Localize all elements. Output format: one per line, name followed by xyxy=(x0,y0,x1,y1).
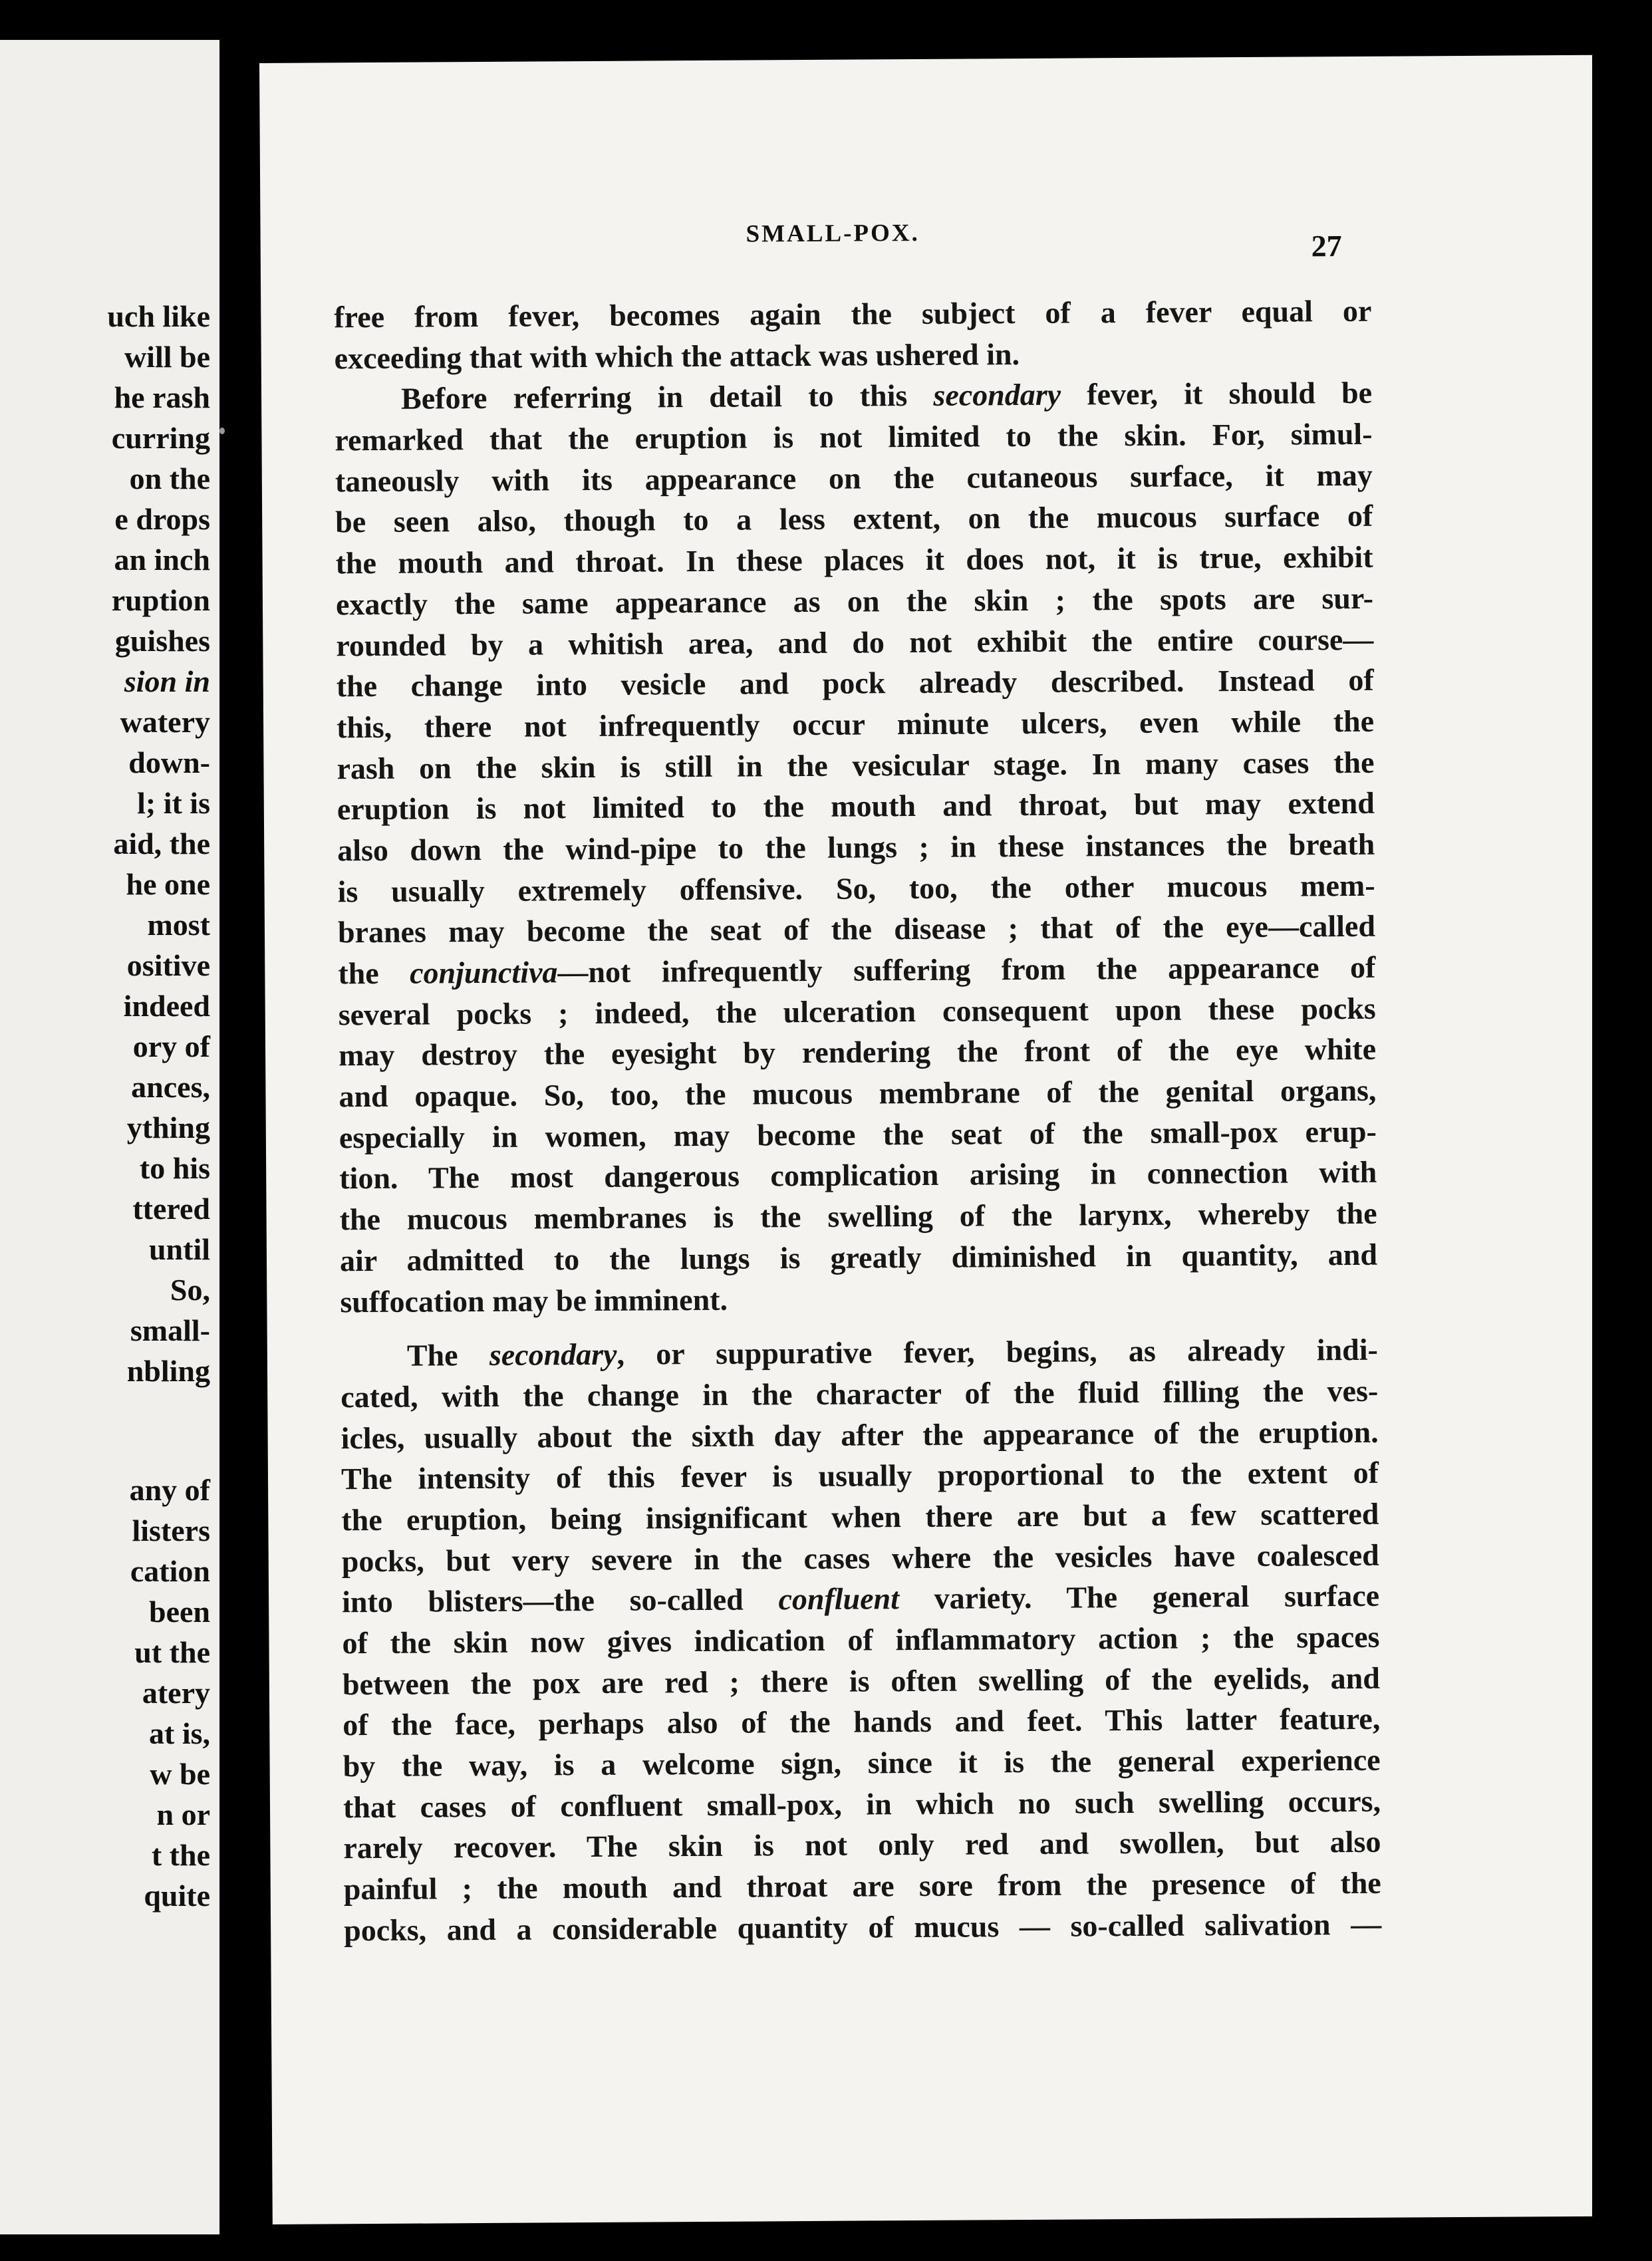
text-line-content: and opaque. So, too, the mucous membrane of the genital organs, xyxy=(339,1073,1377,1114)
text-line-content: pocks, and a considerable quantity of mucus — so-called salivation — xyxy=(343,1907,1382,1948)
running-head: SMALL-POX. xyxy=(746,219,920,248)
facing-page-line: n or xyxy=(156,1797,210,1831)
text-line-content: suffocation may be imminent. xyxy=(340,1282,728,1319)
facing-page-line: down- xyxy=(128,745,210,779)
facing-page-line: an inch xyxy=(114,543,210,577)
italic-term: secondary xyxy=(489,1337,617,1373)
text-line-content: the change into vesicle and pock already described. Instead of xyxy=(336,662,1374,704)
facing-page-line: uch like xyxy=(107,299,210,333)
facing-page-line: ttered xyxy=(132,1192,210,1226)
text-line-content: The intensity of this fever is usually proportional to the extent of xyxy=(341,1456,1379,1496)
text-line-content: several pocks ; indeed, the ulceration consequent upon these pocks xyxy=(338,991,1376,1031)
facing-page-line: will be xyxy=(124,340,210,374)
text-line-content: rash on the skin is still in the vesicular stage. In many cases the xyxy=(337,745,1375,785)
text-line-content: fever, it should be xyxy=(1060,376,1373,412)
italic-term: conjunctiva xyxy=(409,955,558,990)
text-line-content: The xyxy=(406,1338,490,1373)
text-line-content: between the pox are red ; there is often swelling of the eyelids, and xyxy=(342,1661,1381,1701)
text-line xyxy=(342,1534,1379,1581)
text-line-content: of the face, perhaps also of the hands and feet. This latter feature, xyxy=(343,1702,1381,1742)
facing-page-line: small- xyxy=(130,1313,210,1347)
text-line xyxy=(343,1821,1381,1869)
text-line xyxy=(343,1781,1381,1828)
text-line-content: also down the wind-pipe to the lungs ; in these instances the breath xyxy=(337,827,1375,868)
text-line-content: that cases of confluent small-pox, in which no such swelling occurs, xyxy=(343,1784,1381,1825)
paper-speck xyxy=(219,428,225,434)
facing-page-line: at is, xyxy=(149,1716,210,1750)
text-line-content: this, there not infrequently occur minute ulcers, even while the xyxy=(336,704,1375,745)
text-line xyxy=(337,701,1374,748)
text-line-content: exceeding that with which the attack was ushered in. xyxy=(334,336,1020,376)
text-line xyxy=(341,1452,1379,1500)
facing-page-line: quite xyxy=(144,1879,210,1913)
facing-page-line: ositive xyxy=(126,948,210,982)
text-line-content: icles, usually about the sixth day after the appearance of the eruption. xyxy=(341,1414,1379,1455)
text-line-content: the xyxy=(338,956,410,991)
text-line xyxy=(335,331,1372,378)
text-line-content: tion. The most dangerous complication arising in connection with xyxy=(339,1155,1377,1196)
text-line-content: especially in women, may become the seat of the small-pox erup- xyxy=(339,1114,1377,1155)
text-line xyxy=(337,824,1375,871)
text-line xyxy=(343,1657,1380,1704)
facing-page-line: on the xyxy=(129,462,210,495)
italic-term: secondary xyxy=(933,378,1061,413)
facing-page-line: t the xyxy=(151,1838,210,1872)
text-line-content: taneously with its appearance on the cutaneous surface, it may xyxy=(335,458,1373,499)
text-line-content: is usually extremely offensive. So, too, the other mucous mem- xyxy=(337,868,1375,908)
text-line-content: into blisters—the so-called xyxy=(341,1582,779,1619)
text-line xyxy=(336,618,1373,666)
text-line xyxy=(342,1617,1379,1664)
text-line xyxy=(339,1029,1376,1076)
text-line xyxy=(335,414,1372,461)
text-line-content: free from fever, becomes again the subject of a fever equal or xyxy=(334,293,1372,334)
text-line-content: of the skin now gives indication of inflammatory action ; the spaces xyxy=(342,1619,1380,1661)
facing-page-line: e drops xyxy=(114,502,210,536)
text-line-content: the eruption, being insignificant when there are but a few scattered xyxy=(341,1496,1379,1537)
text-line xyxy=(339,1070,1376,1117)
page-body xyxy=(334,291,1381,1951)
text-line-content: rarely recover. The skin is not only red and swollen, but also xyxy=(343,1825,1381,1865)
text-line-content: exactly the same appearance as on the skin ; the spots are sur- xyxy=(335,581,1374,622)
text-line xyxy=(344,1904,1381,1951)
text-line xyxy=(337,864,1375,912)
facing-page-line: until xyxy=(148,1232,210,1266)
text-line-content: branes may become the seat of the disease ; that of the eye—called xyxy=(337,909,1376,950)
text-line xyxy=(335,455,1373,502)
text-line xyxy=(343,1740,1380,1787)
text-line-content: pocks, but very severe in the cases where the vesicles have coalesced xyxy=(341,1537,1379,1578)
facing-page-line: w be xyxy=(150,1757,210,1791)
facing-page-line: ything xyxy=(126,1111,210,1144)
text-line xyxy=(335,372,1372,420)
text-line xyxy=(341,1329,1378,1377)
text-line-content: be seen also, though to a less extent, on the mucous surface of xyxy=(335,499,1373,539)
text-line-content: —not infrequently suffering from the appearance of xyxy=(557,950,1376,990)
facing-page-line: indeed xyxy=(123,989,210,1023)
text-line xyxy=(340,1234,1377,1281)
scan-border xyxy=(1592,0,1652,2261)
book-page xyxy=(259,55,1606,2224)
facing-page-line: he rash xyxy=(114,380,210,414)
text-line xyxy=(338,906,1375,953)
text-line xyxy=(335,495,1373,543)
text-line-content: Before referring in detail to this xyxy=(400,378,934,416)
text-line xyxy=(339,1111,1377,1158)
text-line-content: air admitted to the lungs is greatly diminished in quantity, and xyxy=(339,1237,1378,1278)
text-line xyxy=(337,783,1375,830)
text-line-content: painful ; the mouth and throat are sore from the presence of the xyxy=(343,1865,1381,1907)
facing-page-line: ory of xyxy=(132,1029,210,1063)
text-line xyxy=(335,537,1373,584)
text-line xyxy=(341,1371,1378,1418)
text-line xyxy=(344,1863,1381,1910)
facing-page-line: cation xyxy=(130,1554,210,1588)
facing-page-line: guishes xyxy=(114,624,210,658)
text-line xyxy=(339,1193,1377,1240)
facing-page-line: ances, xyxy=(131,1070,210,1104)
text-line-content: the mucous membranes is the swelling of the larynx, whereby the xyxy=(339,1196,1377,1237)
text-line xyxy=(341,1411,1378,1458)
text-line-content: , or suppurative fever, begins, as already indi- xyxy=(617,1332,1379,1371)
text-line xyxy=(339,1152,1377,1199)
facing-page-line: ruption xyxy=(111,583,210,617)
italic-term: confluent xyxy=(778,1581,900,1617)
facing-page-line: listers xyxy=(132,1514,210,1547)
text-line xyxy=(340,1275,1377,1322)
facing-page-line: atery xyxy=(142,1676,210,1710)
facing-page-line: sion in xyxy=(124,664,210,698)
facing-page-line: ut the xyxy=(134,1635,210,1669)
facing-page-fragment xyxy=(0,40,219,2234)
facing-page-line: been xyxy=(149,1595,210,1629)
text-line xyxy=(334,291,1371,338)
facing-page-line: most xyxy=(147,908,210,942)
text-line xyxy=(342,1575,1379,1623)
book-spine-gutter xyxy=(219,0,259,2261)
text-line-content: by the way, is a welcome sign, since it is the general experience xyxy=(343,1742,1381,1784)
text-line xyxy=(336,578,1373,625)
facing-page-line: he one xyxy=(126,867,210,901)
text-line xyxy=(343,1698,1380,1746)
facing-page-line: nbling xyxy=(126,1354,210,1388)
facing-page-line: So, xyxy=(170,1273,210,1307)
page-number: 27 xyxy=(1311,229,1342,263)
facing-page-line: any of xyxy=(129,1473,210,1507)
facing-page-line: to his xyxy=(139,1151,210,1185)
text-line-content: remarked that the eruption is not limited to the skin. For, simul- xyxy=(335,416,1373,458)
text-line xyxy=(341,1494,1379,1541)
text-line-content: may destroy the eyesight by rendering the front of the eye white xyxy=(338,1032,1377,1073)
text-line-content: cated, with the change in the character of the fluid filling the ves- xyxy=(341,1373,1379,1414)
text-line xyxy=(337,741,1374,789)
text-line-content: eruption is not limited to the mouth and throat, but may extend xyxy=(337,786,1375,827)
facing-page-line: watery xyxy=(120,705,210,739)
text-line-content: variety. The general surface xyxy=(898,1579,1380,1616)
text-line-content: the mouth and throat. In these places it does not, it is true, exhibit xyxy=(335,539,1373,581)
facing-page-line: l; it is xyxy=(137,786,210,820)
text-line xyxy=(338,947,1375,994)
text-line-content: rounded by a whitish area, and do not exhibit the entire course— xyxy=(336,622,1374,662)
text-line xyxy=(339,988,1376,1035)
facing-page-line: aid, the xyxy=(113,827,210,861)
facing-page-line: curring xyxy=(111,421,210,455)
text-line xyxy=(337,660,1374,707)
